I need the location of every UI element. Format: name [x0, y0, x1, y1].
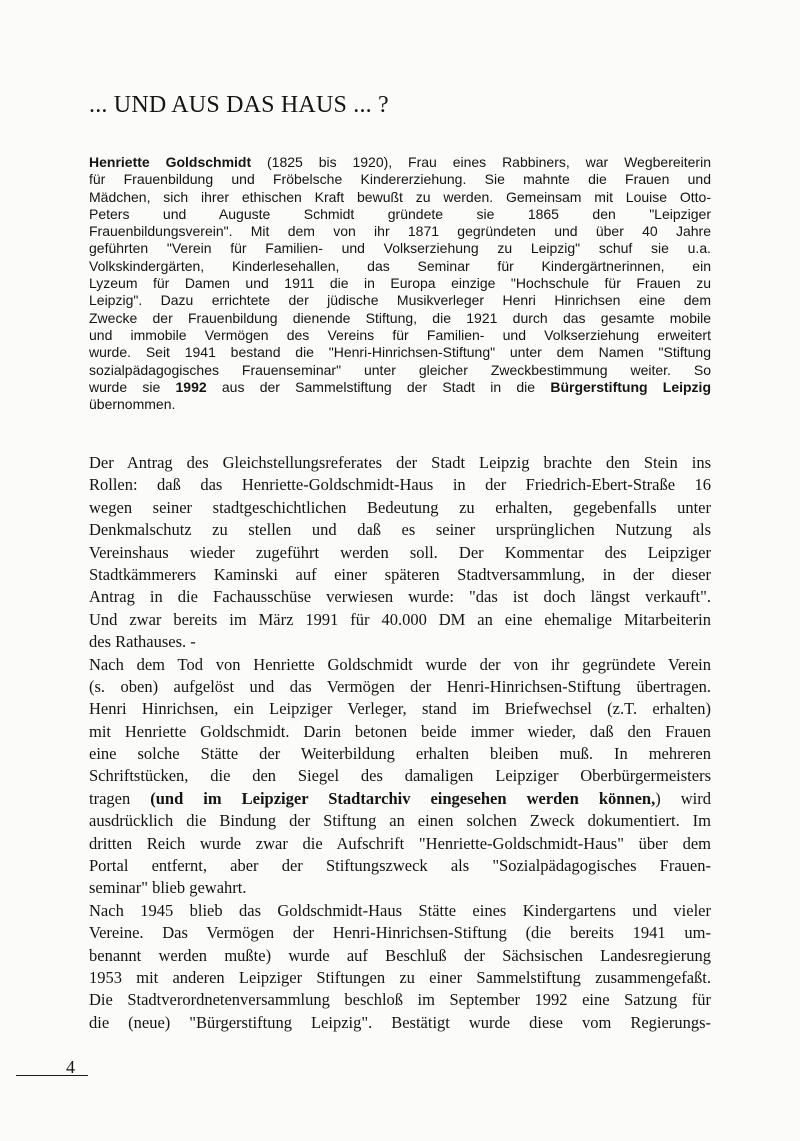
- text-line: Schriftstücken, die den Siegel des damaligen Leipziger Oberbürgermeisters: [89, 766, 711, 786]
- text-line: Volkskindergärten, Kinderlesehallen, das Seminar für Kindergärtnerinnen, ein: [89, 257, 711, 274]
- text-line: mit Henriette Goldschmidt. Darin betonen beide immer wieder, daß den Frauen: [89, 721, 711, 741]
- text-line: tragen (und im Leipziger Stadtarchiv eingesehen werden können,) wird: [89, 788, 711, 808]
- text-line: Nach 1945 blieb das Goldschmidt-Haus Stätte eines Kindergartens und vieler: [89, 900, 711, 920]
- text-line: sozialpädagogisches Frauenseminar" unter gleicher Zweckbestimmung weiter. So: [89, 361, 711, 378]
- text-line: ausdrücklich die Bindung der Stiftung an einen solchen Zweck dokumentiert. Im: [89, 811, 711, 831]
- year-highlight: 1992: [175, 378, 207, 395]
- text-line: benannt werden mußte) wurde auf Beschluß der Sächsischen Landesregierung: [89, 945, 711, 965]
- text-line: Die Stadtverordnetenversammlung beschloß im September 1992 eine Satzung für: [89, 990, 711, 1010]
- text-line: (s. oben) aufgelöst und das Vermögen der Henri-Hinrichsen-Stiftung übertragen.: [89, 676, 711, 696]
- text-line: Frauenbildungsverein". Mit dem von ihr 1871 gegründeten und über 40 Jahre: [89, 223, 711, 240]
- text-line: Vereinshaus wieder zugeführt werden soll. Der Kommentar des Leipziger: [89, 542, 711, 562]
- text-line: eine solche Stätte der Weiterbildung erhalten bleiben muß. In mehreren: [89, 744, 711, 764]
- text-line: Portal entfernt, aber der Stiftungszweck als "Sozialpädagogisches Frauen-: [89, 856, 711, 876]
- text-line: Henri Hinrichsen, ein Leipziger Verleger, stand im Briefwechsel (z.T. erhalten): [89, 699, 711, 719]
- text-line: Antrag in die Fachausschüse verwiesen wurde: "das ist doch längst verkauft".: [89, 587, 711, 607]
- text-line: Nach dem Tod von Henriette Goldschmidt wurde der von ihr gegründete Verein: [89, 654, 711, 674]
- text-line: Der Antrag des Gleichstellungsreferates der Stadt Leipzig brachte den Stein ins: [89, 453, 711, 472]
- text-line: Mädchen, sich ihrer ethischen Kraft bewußt zu werden. Gemeinsam mit Louise Otto-: [89, 188, 711, 205]
- text-line: geführten "Verein für Familien- und Volkserziehung zu Leipzig" schuf sie u.a.: [89, 240, 711, 257]
- text-line: Lyzeum für Damen und 1911 die in Europa einzige "Hochschule für Frauen zu: [89, 275, 711, 292]
- page-title: ... UND AUS DAS HAUS ... ?: [89, 92, 389, 118]
- text-line: die (neue) "Bürgerstiftung Leipzig". Bestätigt wurde diese vom Regierungs-: [89, 1012, 711, 1032]
- text-line: wurde sie 1992 aus der Sammelstiftung der Stadt in die Bürgerstiftung Leipzig: [89, 378, 711, 395]
- archive-note-highlight: (und im Leipziger Stadtarchiv eingesehen werden können,: [150, 788, 656, 808]
- text-line: wegen seiner stadtgeschichtlichen Bedeutung zu erhalten, gegebenfalls unter: [89, 497, 711, 517]
- text-line: Vereine. Das Vermögen der Henri-Hinrichsen-Stiftung (die bereits 1941 um-: [89, 923, 711, 943]
- text-line: des Rathauses. -: [89, 632, 196, 652]
- text-line: dritten Reich wurde zwar die Aufschrift "Henriette-Goldschmidt-Haus" über dem: [89, 833, 711, 853]
- text-line: wurde. Seit 1941 bestand die "Henri-Hinrichsen-Stiftung" unter dem Namen "Stiftung: [89, 344, 711, 361]
- text-line: übernommen.: [89, 396, 176, 413]
- text-line: Zwecke der Frauenbildung dienende Stiftung, die 1921 durch das gesamte mobile: [89, 309, 711, 326]
- text-line: Und zwar bereits im März 1991 für 40.000 DM an eine ehemalige Mitarbeiterin: [89, 609, 711, 629]
- page-number: 4: [66, 1057, 75, 1077]
- text-line: Leipzig". Dazu errichtete der jüdische Musikverleger Henri Hinrichsen eine dem: [89, 292, 711, 309]
- foundation-name-highlight: Bürgerstiftung Leipzig: [550, 378, 711, 395]
- text-line: seminar" blieb gewahrt.: [89, 878, 247, 898]
- text-line: Henriette Goldschmidt (1825 bis 1920), Frau eines Rabbiners, war Wegbereiterin: [89, 154, 711, 170]
- intro-paragraph: [89, 154, 711, 413]
- page-number-rule: [16, 1075, 88, 1076]
- person-name: Henriette Goldschmidt: [89, 154, 252, 170]
- text-line: Denkmalschutz zu stellen und daß es seiner ursprünglichen Nutzung als: [89, 520, 711, 540]
- text-line: Rollen: daß das Henriette-Goldschmidt-Haus in der Friedrich-Ebert-Straße 16: [89, 475, 711, 495]
- text-line: Stadtkämmerers Kaminski auf einer späteren Stadtversammlung, in der dieser: [89, 564, 711, 584]
- text-line: für Frauenbildung und Fröbelsche Kindererziehung. Sie mahnte die Frauen und: [89, 171, 711, 188]
- body-text: [89, 452, 711, 1034]
- text-line: Peters und Auguste Schmidt gründete sie 1865 den "Leipziger: [89, 205, 711, 222]
- text-line: 1953 mit anderen Leipziger Stiftungen zu einer Sammelstiftung zusammengefaßt.: [89, 967, 711, 987]
- text-line: und immobile Vermögen des Vereins für Familien- und Volkserziehung erweitert: [89, 326, 711, 343]
